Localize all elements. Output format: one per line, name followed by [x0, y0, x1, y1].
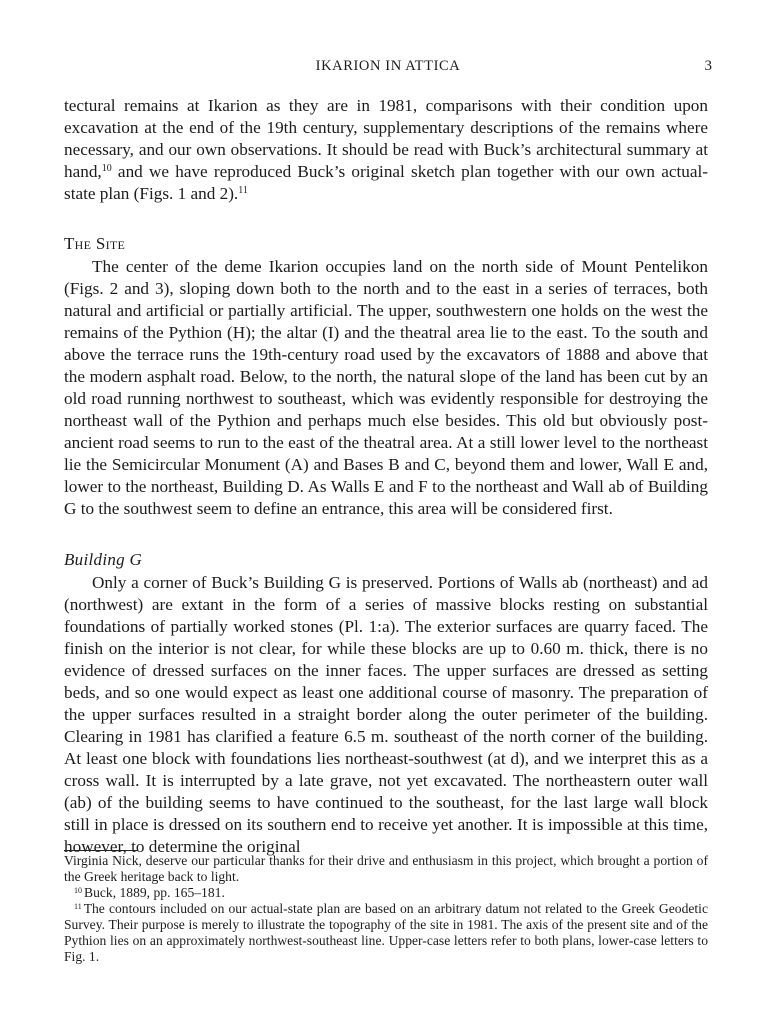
- footnote-divider: [64, 850, 138, 851]
- intro-paragraph: [64, 95, 708, 205]
- section-heading-site: The Site: [64, 234, 126, 253]
- footnote-ref-10: 10: [101, 163, 112, 174]
- page-number: 3: [704, 58, 712, 74]
- footnote-10-mark: 10: [74, 886, 82, 895]
- body-text: [64, 95, 708, 858]
- page-header: [64, 58, 712, 80]
- footnote-11: [64, 901, 708, 965]
- intro-text: tectural remains at Ikarion as they are in 1981, comparisons with their condition upon excavation at the end of the 19th century, supplementary descriptions of the remains where necessary, and our own observations. It should be read with Buck’s architectural summary at hand,: [64, 96, 708, 181]
- footnotes: [64, 853, 708, 965]
- footnote-ref-11: 11: [238, 185, 248, 196]
- intro-text-2: and we have reproduced Buck’s original sketch plan together with our own actual-state plan (Figs. 1 and 2).: [64, 162, 708, 203]
- footnote-10-text: Buck, 1889, pp. 165–181.: [84, 885, 225, 900]
- footnote-10: [64, 885, 708, 901]
- section-heading-building-g: Building G: [64, 550, 143, 569]
- site-paragraph: The center of the deme Ikarion occupies land on the north side of Mount Pentelikon (Figs. 2 and 3), sloping down both to the north and to the east in a series of terraces, both natural and artificial or partially artificial. The upper, southwestern one holds on the west the remains of the Pythion (H); the altar (I) and the theatral area lie to the east. To the south and above the terrace runs the 19th-century road used by the excavators of 1888 and above that the modern asphalt road. Below, to the north, the natural slope of the land has been cut by an old road running northwest to southeast, which was evidently responsible for destroying the northeast wall of the Pythion and perhaps much else besides. This old but obviously post-ancient road seems to run to the east of the theatral area. At a still lower level to the northeast lie the Semicircular Monument (A) and Bases B and C, beyond them and lower, Wall E and, lower to the northeast, Building D. As Walls E and F to the northeast and Wall ab of Building G to the southwest seem to define an entrance, this area will be considered first.: [64, 257, 708, 518]
- running-head: IKARION IN ATTICA: [315, 58, 461, 74]
- footnote-continuation: Virginia Nick, deserve our particular thanks for their drive and enthusiasm in this project, which brought a portion of the Greek heritage back to light.: [64, 853, 708, 884]
- building-g-paragraph: Only a corner of Buck’s Building G is preserved. Portions of Walls ab (northeast) and ad (northwest) are extant in the form of a series of massive blocks resting on substantial foundations of partially worked stones (Pl. 1:a). The exterior surfaces are quarry faced. The finish on the interior is not clear, for while these blocks are up to 0.60 m. thick, there is no evidence of dressed surfaces on the inner faces. The upper surfaces are dressed as setting beds, and so one would expect as least one additional course of masonry. The preparation of the upper surfaces resulted in a straight border along the outer perimeter of the building. Clearing in 1981 has clarified a feature 6.5 m. southeast of the north corner of the building. At least one block with foundations lies northeast-southwest (at d), and we interpret this as a cross wall. It is interrupted by a late grave, not yet excavated. The northeastern outer wall (ab) of the building seems to have continued to the southeast, for the last large wall block still in place is dressed on its southern end to receive yet another. It is impossible at this time, however, to determine the original: [64, 573, 708, 856]
- footnote-11-text: The contours included on our actual-state plan are based on an arbitrary datum not related to the Greek Geodetic Survey. Their purpose is merely to illustrate the topography of the site in 1981. The axis of the present site and of the Pythion lies on an approximately northwest-southeast line. Upper-case letters refer to both plans, lower-case letters to Fig. 1.: [64, 901, 708, 964]
- footnote-11-mark: 11: [74, 902, 82, 911]
